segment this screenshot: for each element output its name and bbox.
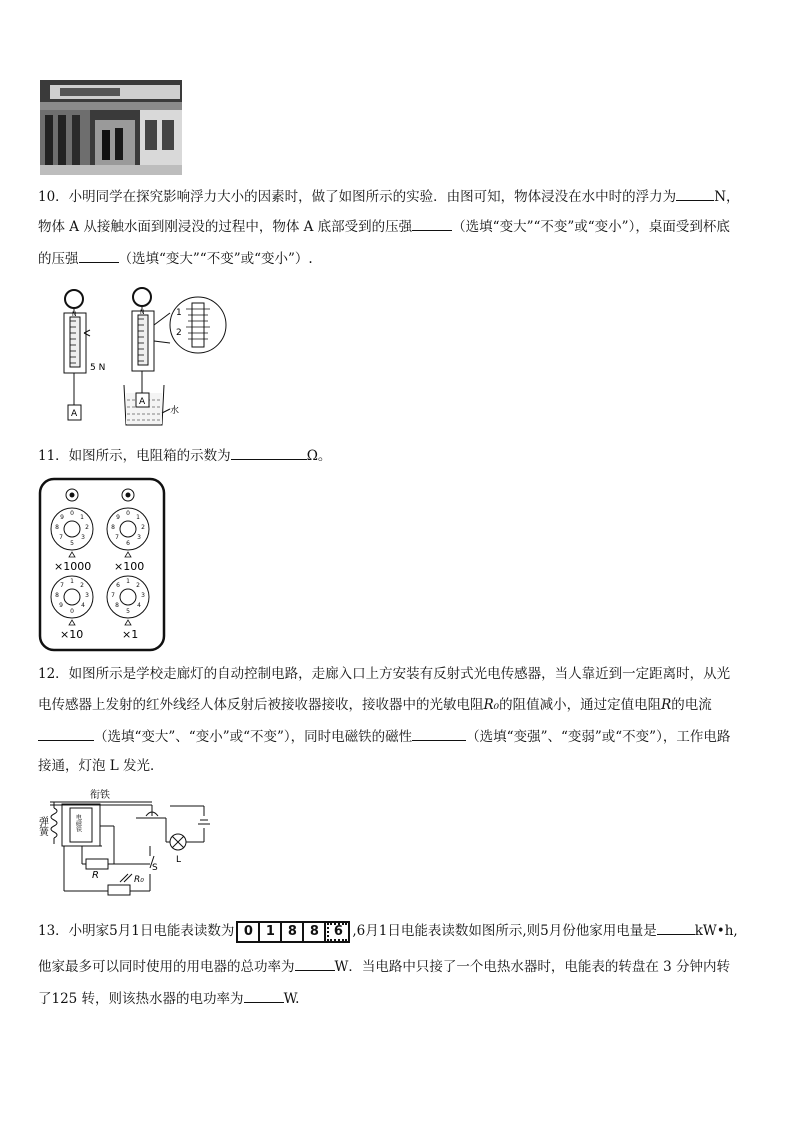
label-electromagnet: 电磁铁 <box>74 814 82 832</box>
svg-text:1: 1 <box>70 578 74 585</box>
label-x1000: ×1000 <box>54 560 92 573</box>
q13-blank-usage[interactable] <box>657 920 695 935</box>
q12-text: （选填“变强”、“变弱”或“不变”），工作电路 <box>466 729 731 745</box>
q12-text: 电传感器上发射的红外线经人体反射后被接收器接收，接收器中的光敏电阻 <box>38 697 484 713</box>
q10-text: （选填“变大”“不变”或“变小”），桌面受到杯底 <box>452 219 730 235</box>
q12-r: R <box>661 697 672 713</box>
label-r: R <box>92 870 99 881</box>
svg-text:2: 2 <box>136 582 140 589</box>
svg-text:2: 2 <box>85 524 89 531</box>
label-spring: 弹簧 <box>36 816 48 836</box>
label-a1: A <box>71 409 78 419</box>
label-water: 水 <box>170 406 180 416</box>
q12-line4 <box>38 756 164 776</box>
q10-text: 的压强 <box>38 251 79 267</box>
q10-blank-pressure-table[interactable] <box>79 248 119 263</box>
circuit-figure <box>36 786 222 901</box>
svg-text:0: 0 <box>70 510 74 517</box>
label-x1: ×1 <box>122 628 139 641</box>
q13-line2 <box>38 956 730 977</box>
q13-blank-max-power[interactable] <box>295 956 335 971</box>
q10-text: 物体 A 从接触水面到刚浸没的过程中，物体 A 底部受到的压强 <box>38 219 413 235</box>
svg-text:7: 7 <box>60 582 64 589</box>
q10-line2 <box>38 216 730 237</box>
svg-text:9: 9 <box>60 514 64 521</box>
svg-text:6: 6 <box>116 582 120 589</box>
q10-text: 10．小明同学在探究影响浮力大小的因素时，做了如图所示的实验．由图可知，物体浸没在水中时的浮力为 <box>38 189 677 205</box>
label-armature: 衔铁 <box>90 790 110 801</box>
svg-text:8: 8 <box>55 592 59 599</box>
q10-line1 <box>38 186 740 207</box>
q11-text: 11．如图所示，电阻箱的示数为 <box>38 448 231 464</box>
label-a2: A <box>139 397 146 407</box>
q13-text: W．当电路中只接了一个电热水器时，电能表的转盘在 3 分钟内转 <box>334 959 731 975</box>
q10-blank-buoyancy[interactable] <box>676 186 714 201</box>
q12-r0: R₀ <box>483 697 500 713</box>
svg-text:2: 2 <box>141 524 145 531</box>
station-photo <box>40 80 182 175</box>
meter-digit-decimal: 6 <box>327 923 347 941</box>
svg-text:2: 2 <box>80 582 84 589</box>
q10-line3 <box>38 248 313 269</box>
q13-text: 他家最多可以同时使用的用电器的总功率为 <box>38 959 295 975</box>
q10-blank-pressure-bottom[interactable] <box>412 216 452 231</box>
q11-line <box>38 445 331 466</box>
q10-unit: N， <box>714 189 740 205</box>
svg-text:8: 8 <box>55 524 59 531</box>
q13-line3 <box>38 988 299 1009</box>
q13-unit: kW•h, <box>694 923 738 939</box>
q12-text: 接通，灯泡 L 发光． <box>38 758 164 774</box>
zoom-1: 1 <box>176 308 182 318</box>
label-x10: ×10 <box>60 628 84 641</box>
svg-text:8: 8 <box>111 524 115 531</box>
q11-blank-resistance[interactable] <box>231 445 307 460</box>
label-n1: N <box>72 311 77 318</box>
label-l: L <box>176 855 182 865</box>
svg-text:1: 1 <box>126 578 130 585</box>
svg-text:4: 4 <box>137 602 141 609</box>
label-s: S <box>152 863 158 873</box>
q12-blank-magnetism[interactable] <box>412 726 466 741</box>
svg-text:5: 5 <box>126 608 130 615</box>
q12-line1 <box>38 664 730 684</box>
q12-text: （选填“变大”、“变小”或“不变”），同时电磁铁的磁性 <box>94 729 413 745</box>
q13-text: ,6月1日电能表读数如图所示,则5月份他家用电量是 <box>352 923 657 939</box>
q12-blank-current[interactable] <box>38 726 94 741</box>
svg-text:5: 5 <box>70 540 74 547</box>
q13-unit: W. <box>283 991 300 1007</box>
q12-line2 <box>38 695 712 715</box>
meter-digit: 1 <box>260 923 282 941</box>
svg-text:8: 8 <box>115 602 119 609</box>
q12-line3 <box>38 726 730 747</box>
zoom-2: 2 <box>176 328 182 338</box>
label-x100: ×100 <box>114 560 145 573</box>
q13-line1 <box>38 920 738 943</box>
svg-text:7: 7 <box>111 592 115 599</box>
meter-digit: 8 <box>304 923 326 941</box>
label-r0: R₀ <box>134 875 144 885</box>
meter-digit: 0 <box>238 923 260 941</box>
q13-blank-heater-power[interactable] <box>244 988 284 1003</box>
svg-text:9: 9 <box>59 602 63 609</box>
svg-text:9: 9 <box>116 514 120 521</box>
svg-text:0: 0 <box>70 608 74 615</box>
label-5n: 5 N <box>90 363 106 373</box>
q13-text: 了125 转，则该热水器的电功率为 <box>38 991 244 1007</box>
svg-text:7: 7 <box>59 534 63 541</box>
q11-unit: Ω。 <box>306 448 332 464</box>
q12-text: 12．如图所示是学校走廊灯的自动控制电路，走廊入口上方安装有反射式光电传感器，当人靠近到一定距离时，从光 <box>38 666 731 682</box>
resistance-box-figure <box>38 477 166 652</box>
q12-text: 的阻值减小，通过定值电阻 <box>499 697 662 713</box>
svg-text:6: 6 <box>126 540 130 547</box>
svg-text:3: 3 <box>141 592 145 599</box>
q10-text: （选填“变大”“不变”或“变小”）. <box>118 251 313 267</box>
svg-text:7: 7 <box>115 534 119 541</box>
svg-text:3: 3 <box>137 534 141 541</box>
meter-reading-display <box>236 921 350 943</box>
q12-text: 的电流 <box>671 697 712 713</box>
svg-text:3: 3 <box>81 534 85 541</box>
svg-text:1: 1 <box>80 514 84 521</box>
svg-text:1: 1 <box>136 514 140 521</box>
spring-scale-figure <box>48 285 248 430</box>
q13-text: 13．小明家5月1日电能表读数为 <box>38 923 235 939</box>
label-n2: N <box>140 309 145 316</box>
svg-text:4: 4 <box>81 602 85 609</box>
meter-digit: 8 <box>282 923 304 941</box>
svg-text:3: 3 <box>85 592 89 599</box>
svg-text:0: 0 <box>126 510 130 517</box>
